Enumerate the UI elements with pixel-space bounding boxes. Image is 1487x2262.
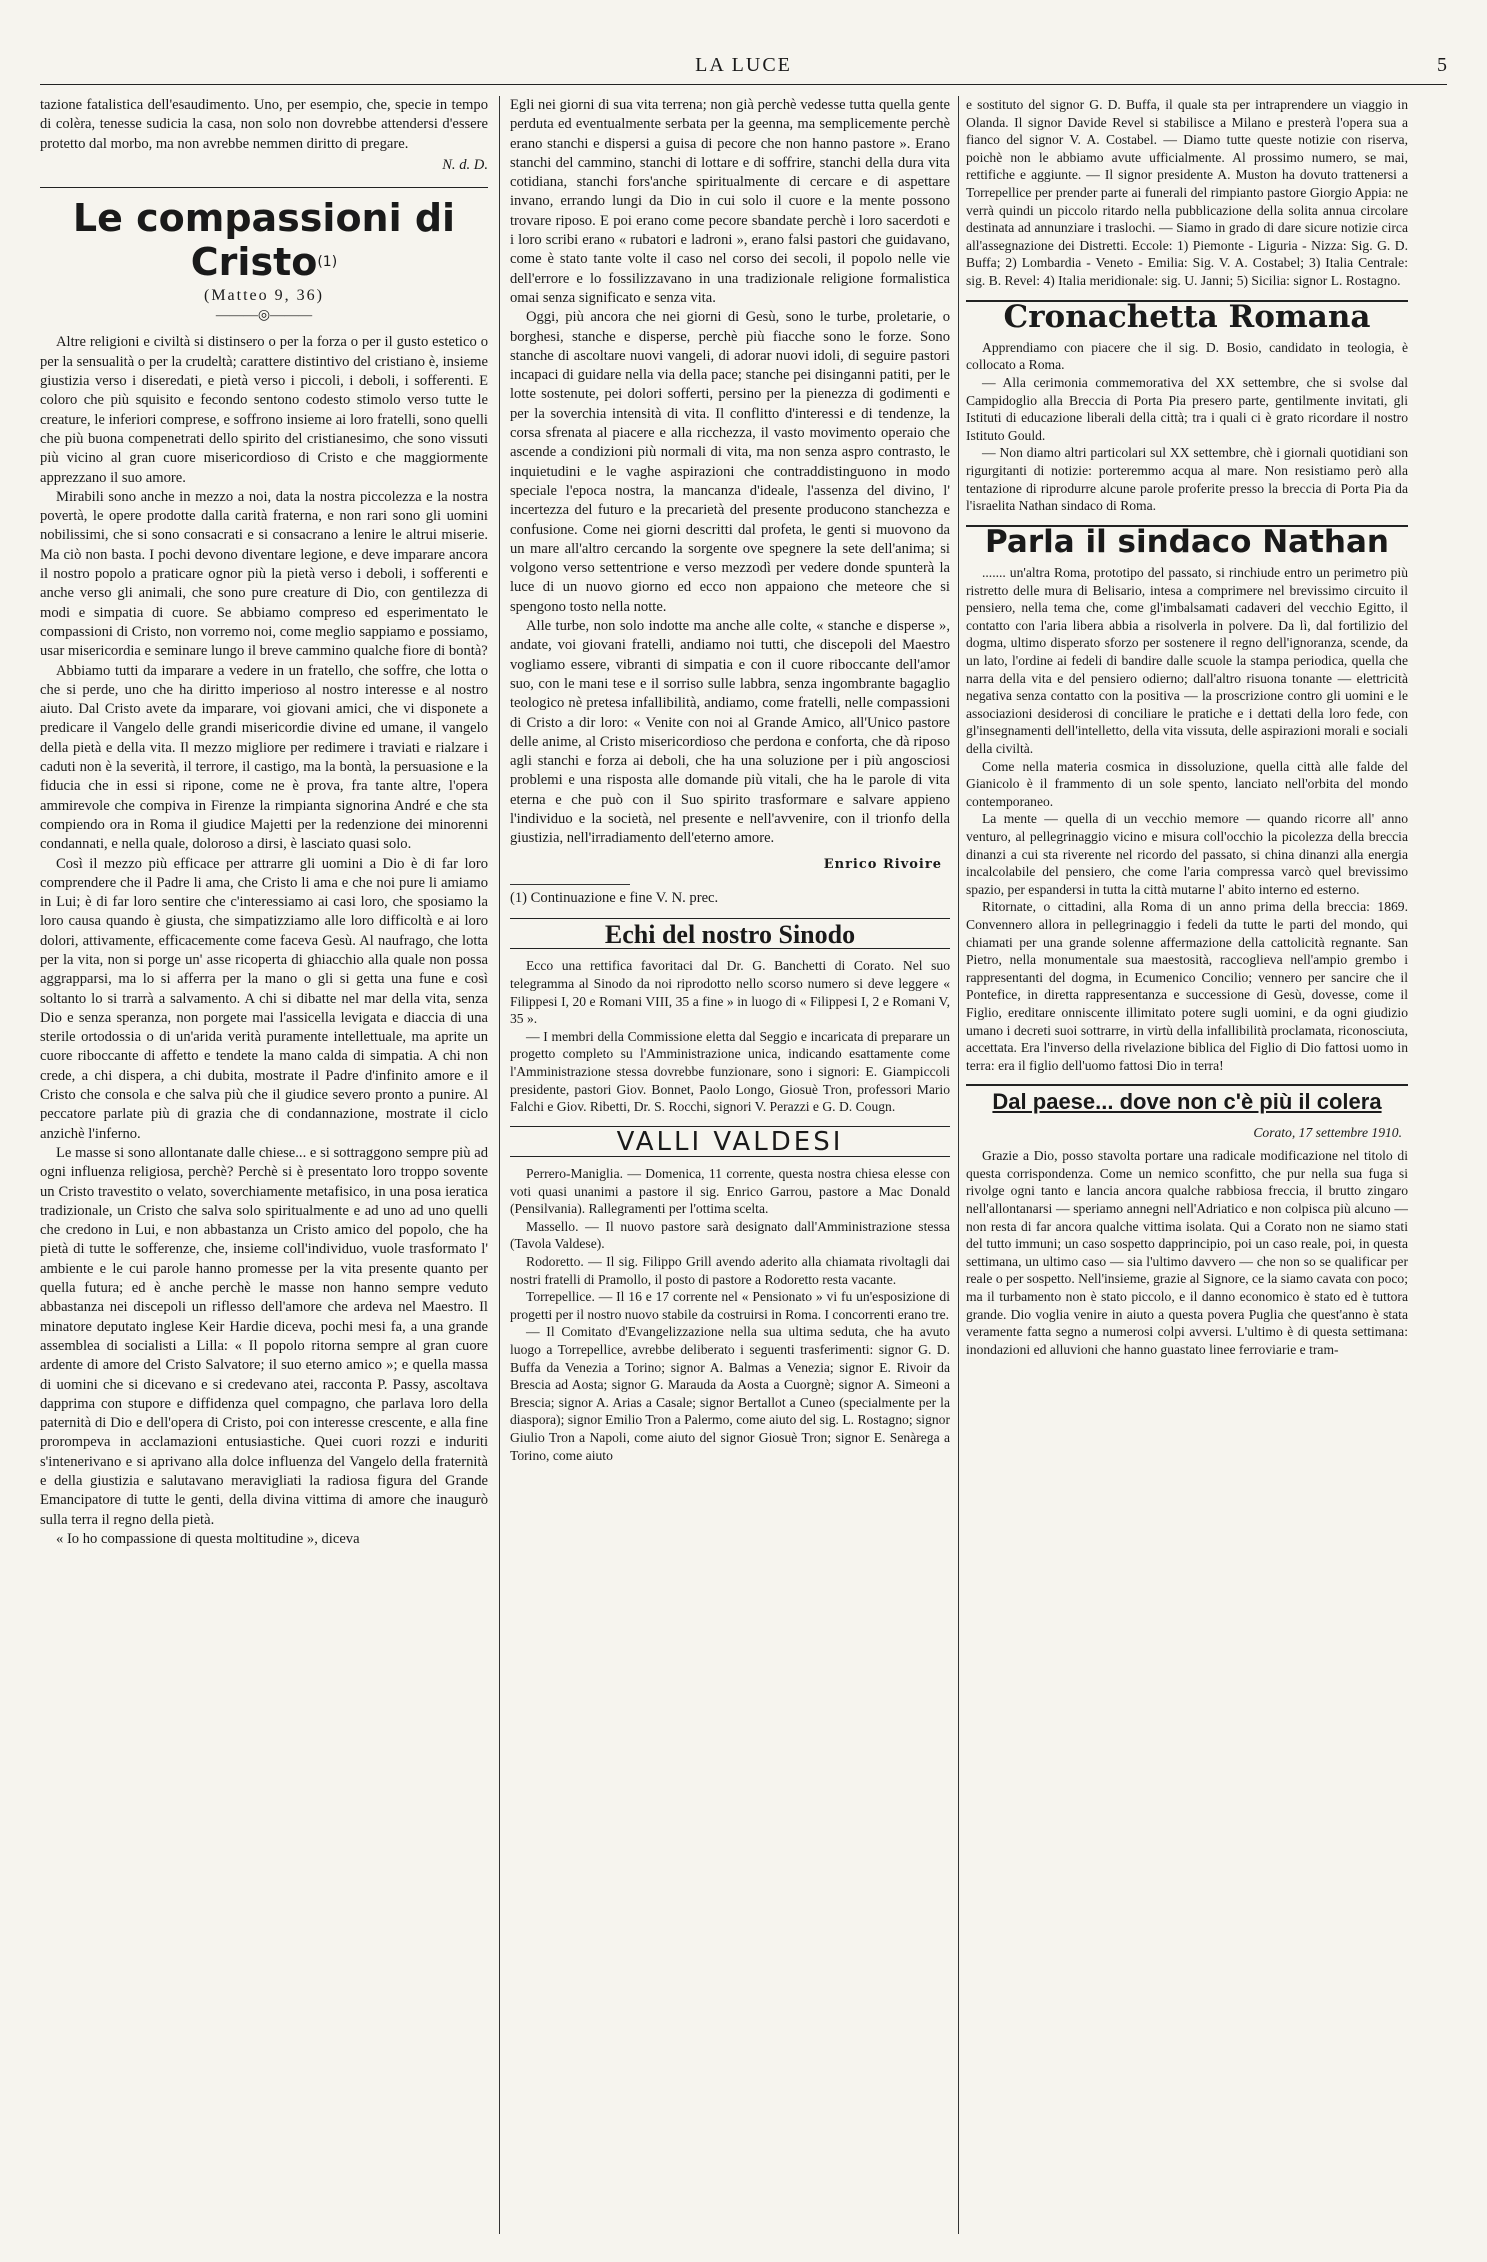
article-title-text: Le compassioni di Cristo — [72, 196, 456, 285]
article-signature: Enrico Rivoire — [823, 856, 942, 872]
section-title-nathan: Parla il sindaco Nathan — [966, 525, 1408, 556]
article-paragraph: Abbiamo tutti da imparare a vedere in un fratello, che soffre, che lotta o che si perde, uno che ha diritto imperioso al nostro interesse e al nostro aiuto. Dal Cristo avete da imparare, voi giovani amici, che vi disponete a predicare il Vangelo delle grandi misericordie divine ed umane, il vangelo della pietà e della vita. Il mezzo migliore per redimere i traviati e rialzare i caduti non è la severità, il terrore, il castigo, ma la bontà, la persuasione e la fiducia che in essi si ripone, come ne è prova, fra tante altre, l'opera ammirevole che compiva in Firenze la rimpianta signorina André e che sta compiendo ora in Roma il giudice Majetti per la redenzione dei minorenni condannati, e nella quale, doloroso a dirsi, è lasciato quasi solo. — [40, 662, 488, 853]
cronachetta-paragraph: — Non diamo altri particolari sul XX settembre, chè i giornali quotidiani son rigurgitanti di notizie: porteremmo acqua al mare. Non resistiamo però alla tentazione di riprodurre alcune parole proferite presso la breccia di Porta Pia da l'israelita Nathan sindaco di Roma. — [966, 445, 1408, 514]
valli-paragraph: — Il Comitato d'Evangelizzazione nella sua ultima seduta, che ha avuto luogo a Torrepellice, avrebbe deliberato i seguenti trasferimenti: signor G. D. Buffa da Venezia a Torino; signor A. Balmas a Venezia; signor E. Rivoir da Brescia ad Aosta; signor G. Marauda da Aosta a Cuorgnè; signor A. Simeoni a Brescia; signor A. Arias a Casale; signor Bertallot a Cuneo (specialmente per la diaspora); signor Emilio Tron a Palermo, come aiuto del sig. L. Rostagno; signor Giulio Tron a Napoli, come aiuto del signor Giosuè Tron; signor E. Senàrega a Torino, come aiuto — [510, 1324, 950, 1463]
valli-paragraph: Rodoretto. — Il sig. Filippo Grill avendo aderito alla chiamata rivoltagli dai nostri fratelli di Pramollo, il posto di pastore a Rodoretto resta vacante. — [510, 1254, 950, 1287]
nathan-paragraph: Ritornate, o cittadini, alla Roma di un anno prima della breccia: 1869. Convennero allora in pellegrinaggio i fedeli da tutte le parti del mondo, qui chiamati per una grande solenne affermazione della cattolicità regnante. San Pietro, nella monumentale sua maestosità, raccoglieva nell'ampio grembo i rappresentanti del dogma, in Ecumenico Concilio; vennero per sancire che il Pontefice, in diretta rappresentanza e successione di Gesù, dovesse, come il Figlio, ereditare onniscente illimitato potere sugli uomini, e da ogni giudizio umano i decreti suoi sottrarre, in virtù della infallibilità proclamata, riconosciuta, accettata. Era l'inverso della rivelazione biblica del Figlio di Dio fattosi uomo in terra: era il figlio dell'uomo fattosi Dio in terra! — [966, 899, 1408, 1073]
sinodo-paragraph: — I membri della Commissione eletta dal Seggio e incaricata di preparare un progetto completo su l'Amministrazione unica, indicando esattamente come l'Amministrazione stessa dovrebbe funzionare, sono i signori: E. Giampiccoli presidente, pastori Giov. Bonnet, Paolo Longo, Giosuè Tron, professori Mario Falchi e Giov. Ribetti, Dr. S. Rocchi, signori V. Perazzi e G. D. Cougn. — [510, 1028, 950, 1115]
column-rule — [958, 96, 959, 2234]
nathan-paragraph: La mente — quella di un vecchio memore — quando ricorre all' anno venturo, al pellegrinaggio vicino e misura coll'occhio la picolezza della breccia dinanzi a cui sta riverente nel ricordo del passato, si china dinanzi alla energia incalcolabile del pensiero, che come l'aria compressa varcò quel brevissimo spazio, per espandersi in tutta la città mutarne l' abito interno ed esterno. — [966, 811, 1408, 897]
cronachetta-paragraph: — Alla cerimonia commemorativa del XX settembre, che si svolse dal Campidoglio alla Breccia di Porta Pia presero parte, gentilmente invitati, gli Istituti di educazione liberali della città; tra i quali ci è grato ricordare il nostro Istituto Gould. — [966, 375, 1408, 443]
article-paragraph: Mirabili sono anche in mezzo a noi, data la nostra piccolezza e la nostra povertà, le opere prodotte dalla carità fraterna, e non rari sono gli uomini nobilissimi, che si sono consacrati e si consacrano a lenire le altrui miserie. Ma ciò non basta. I pochi devono diventare legione, e deve imparare ancora il nostro popolo a praticare ognor più la pietà verso i deboli, i sofferenti e anche verso gli animali, che sono pure creature di Dio, con gentilezza di modi e simpatia di cuore. Se abbiamo compreso ed esperimentato le compassioni di Cristo, non vorremo noi, come meglio sappiamo e possiamo, usar misericordia e seminare lungo il breve cammino qualche fiore di bontà? — [40, 488, 488, 660]
article-paragraph: Alle turbe, non solo indotte ma anche alle colte, « stanche e disperse », andate, voi giovani fratelli, andiamo noi tutti, che discepoli del Maestro vogliamo essere, vibranti di simpatia e con il cuore riboccante dell'amor suo, con le mani tese e il sorriso sulle labbra, senza ingombrante bagaglio teologico nè pretesa infallibilità, andiamo, come fratelli, nelle compassioni di Cristo a dir loro: « Venite con noi al Grande Amico, all'Unico pastore delle anime, al Cristo misericordioso che perdona e conforta, che dà riposo agli stanchi e forza ai deboli, che ha una soluzione per i più angosciosi problemi e una risposta alle domande più vitali, che ha le parole di vita eterna e che può con il Suo spirito trasformare e salvare appieno l'individuo e la società, nel presente e nell'avvenire, con il trionfo della giustizia, nell'irradiamento dell'eterno amore. — [510, 618, 950, 847]
article-paragraph: Oggi, più ancora che nei giorni di Gesù, sono le turbe, proletarie, o borghesi, stanche e disperse, perchè più fiacche sono le forze. Sono stanche di ascoltare nuovi vangeli, di adorar nuovi idoli, di seguire pastori incapaci di guidare nella via della pace; stanche pei disinganni patiti, per le lotte sostenute, pei dolori sofferti, persino per la pienezza di godimenti e per la soverchia intensità di vita. Il conflitto d'interessi e di tendenze, la corsa sfrenata al piacere e alla ricchezza, il vasto movimento operaio che ascende a condizioni più normali di vita, ma non senza aspro contrasto, le inquietudini e le vaghe aspirazioni che contraddistinguono in modo speciale l'epoca nostra, la mancanza d'ideale, l'assenza del divino, l' incertezza del futuro e la precarietà del presente producono stanchezza e confusione. Come nei giorni descritti dal profeta, le genti si muovono da un mare all'altro cercando la sorgente ove spegnere la sete dell'anima; si volgono verso settentrione e verso mezzodì per vedere donde spunterà la luce di un nuovo giorno ed ecco non appaiono che meteore che si spengono tosto nella notte. — [510, 309, 950, 615]
section-title-colera: Dal paese... dove non c'è più il colera — [966, 1084, 1408, 1115]
footnote-rule — [510, 884, 630, 885]
intro-paragraph: tazione fatalistica dell'esaudimento. Uno, per esempio, che, specie in tempo di colèra, tenesse sudicia la casa, non solo non dovrebbe attendersi d'essere protetto dal morbo, ma non avrebbe nemmen diritto di pregare. — [40, 97, 488, 152]
valli-paragraph: Massello. — Il nuovo pastore sarà designato dall'Amministrazione stessa (Tavola Valdese). — [510, 1218, 950, 1252]
dateline: Corato, 17 settembre 1910. — [1253, 1124, 1402, 1140]
column-2 — [510, 96, 950, 2234]
page-header — [40, 40, 1447, 85]
page-number: 5 — [1437, 54, 1447, 76]
section-title-valli: VALLI VALDESI — [510, 1126, 950, 1157]
footnote-marker: (1) — [317, 254, 338, 271]
column-1 — [40, 96, 488, 2234]
section-title-cronachetta: Cronachetta Romana — [966, 300, 1408, 331]
article-paragraph: « Io ho compassione di questa moltitudine », diceva — [56, 1530, 360, 1547]
section-title-sinodo: Echi del nostro Sinodo — [510, 918, 950, 949]
column-3 — [966, 96, 1408, 2234]
footnote: (1) Continuazione e fine V. N. prec. — [510, 889, 719, 906]
colera-paragraph: Grazie a Dio, posso stavolta portare una radicale modificazione nel titolo di questa corrispondenza. Come un nemico sconfitto, che pur nella sua fuga si rivolge ogni tanto e lancia ancora qualche rabbiosa freccia, il brutto zingaro nell'allontanarsi — speriamo annegni nell'Adriatico e non colpisca più alcuno — non resta di far ancora qualche vittima isolata. Qui a Corato non ne siamo stati del tutto immuni; un caso sospetto dapprincipio, poi un caso reale, poi, in questa settimana, un ultimo caso — sia l'ultimo davvero — che non so se qualificar per reale o per sospetto. Nell'insieme, grazie al Signore, ce la siamo cavata con poco; ma il turbamento non è stato piccolo, e il danno economico è stato ed è tuttora grande. Dio voglia venire in aiuto a questa povera Puglia che quest'anno è stata veramente fatta segno a numerosi colpi avversi. L'ultimo è di questa settimana: inondazioni ed alluvioni che hanno guastato linee ferroviarie e tram- — [966, 1148, 1408, 1357]
masthead: LA LUCE — [695, 54, 792, 76]
article-subtitle: (Matteo 9, 36) — [204, 287, 324, 305]
article-title — [40, 187, 488, 284]
valli-continuation: e sostituto del signor G. D. Buffa, il quale sta per intraprendere un viaggio in Olanda. Il signor Davide Revel si stabilisce a Milano e presterà l'opera sua a fianco del signor V. A. Costabel. — Diamo tutte queste notizie con riserva, poichè non le abbiamo avute ufficialmente. Al prossimo numero, se mai, rettifiche e aggiunte. — Il signor presidente A. Muston ha dovuto trattenersi a Torrepellice per prender parte ai funerali del rimpianto pastore Giorgio Appia: ne verrà quindi un piccolo ritardo nella pubblicazione della solita annua circolare destinata ad annunziare i traslochi. — Siamo in grado di dare sicure notizie circa all'assegnazione dei Distretti. Eccole: 1) Piemonte - Liguria - Nizza: Sig. G. D. Buffa; 2) Lombardia - Veneto - Emilia: Sig. V. A. Costabel; 3) Italia Centrale: sig. B. Revel: 4) Italia meridionale: sig. U. Janni; 5) Sicilia: signor L. Rostagno. — [966, 97, 1408, 288]
article-paragraph: Egli nei giorni di sua vita terrena; non già perchè vedesse tutta quella gente perduta ed eventualmente serbata per la geenna, ma semplicemente perchè erano stanchi e dispersi a guisa di pecore che non hanno pastore ». Erano stanchi del cammino, stanchi di lottare e di soffrire, stanchi della dura vita cotidiana, stanchi fors'anche spiritualmente di cercare e di aspettare invano, errando lungi da Dio in cui solo il cuore e la mente possono trovare riposo. E poi erano come pecore sbandate perchè i loro sacerdoti e i loro scribi erano « rubatori e ladroni », erano falsi pastori che guidavano, come è stato tante volte il caso nel corso dei secoli, il popolo nelle vie dell'errore e lo fossilizzavano in una tradizionale religione formalistica omai senza significato e senza vita. — [510, 97, 950, 306]
intro-signature: N. d. D. — [442, 156, 488, 173]
article-paragraph: Altre religioni e civiltà si distinsero o per la forza o per il gusto estetico o per la sensualità o per la crudeltà; carattere distintivo del cristiano è, insieme giustizia verso i diseredati, e pietà verso i piccoli, i deboli, i sofferenti. E coloro che più squisito e fecondo sentono codesto stimolo verso tutte le creature, le inferiori comprese, e soffrono insieme ai loro fratelli, sono quelli che più buona compenetrati dello spirito del cristianesimo, che sono vissuti più vicino al gran cuore misericordioso di Cristo e che maggiormente apprezzano il suo amore. — [40, 334, 488, 486]
column-rule — [499, 96, 500, 2234]
article-paragraph: Le masse si sono allontanate dalle chiese... e si sottraggono sempre più ad ogni influenza religiosa, perchè? Perchè si è presentato loro troppo sovente un Cristo travestito o velato, soverchiamente metafisico, in una posa ieratica tradizionale, un Cristo che salva solo spiritualmente e ad uno ad uno quelli che credono in Lui, e non abbastanza un Cristo amico del popolo, che ha pietà di tutte le sofferenze, che, insieme coll'individuo, vuole trasformato l' ambiente e le cui parole hanno promesse per la vita presente quanto per quella futura; ed è anche perchè le masse non hanno sempre veduto abbastanza nei discepoli un riflesso dell'amore che ardeva nel Maestro. Il minatore deputato inglese Keir Hardie diceva, pochi mesi fa, a una grande assemblea di socialisti a Lilla: « Il popolo ritorna sempre al gran cuore ardente di amore del Cristo Salvatore; il suo eterno amico »; e quella massa di uomini che si dicevano e si credevano atei, racconta P. Passy, ascoltava dapprima con stupore e diffidenza quel compagno, che parlava loro della paternità di Dio e dell'opera di Cristo, poi con interesse crescente, e alla fine prorompeva in acclamazioni entusiastiche. Quei cuori rozzi e induriti s'intenerivano e si aprivano alla dolce influenza del Vangelo della fraternità e della giustizia e salutavano meravigliati la radiosa figura del Grande Emancipatore di tutte le genti, della divina vittima di amore che inaugurò sulla terra il regno della pietà. — [40, 1144, 488, 1528]
cronachetta-paragraph: Apprendiamo con piacere che il sig. D. Bosio, candidato in teologia, è collocato a Roma. — [966, 339, 1408, 373]
nathan-paragraph: ....... un'altra Roma, prototipo del passato, si rinchiude entro un perimetro più ristretto delle mura di Belisario, intesa a comprimere nel brevissimo circuito il pensiero, nella tema che, come gl'imbalsamati cadaveri del vecchio Egitto, il contatto con l'aria libera abbia a risolverla in polvere. Da lì, dal fortilizio del dogma, ultimo disperato sforzo per sostenere il regno dell'ignoranza, scende, da un lato, l'ordine ai fedeli di bandire dalle scuole la stampa periodica, quella che narra della vita e del pensiero odierno; dall'altro risuona tonante — elettricità negativa senza contatto con la positiva — la proscrizione contro gli uomini e le associazioni desiderosi di conciliare le pratiche e i dettati della loro fede, con gl'insegnamenti dell'intelletto, della vita vissuta, delle aspirazioni morali e sociali della civiltà. — [966, 565, 1408, 756]
nathan-paragraph: Come nella materia cosmica in dissoluzione, quella città alle falde del Gianicolo è il frammento di un sole spento, lanciato nell'orbita del mondo contemporaneo. — [966, 758, 1408, 809]
valli-paragraph: Torrepellice. — Il 16 e 17 corrente nel « Pensionato » vi fu un'esposizione di progetti per il nostro nuovo stabile da costruirsi in Roma. I concorrenti erano tre. — [510, 1289, 950, 1322]
sinodo-paragraph: Ecco una rettifica favoritaci dal Dr. G. Banchetti di Corato. Nel suo telegramma al Sinodo da noi riprodotto nello scorso numero si deve leggere « Filippesi I, 20 e Romani VIII, 35 a fine » in luogo di « Filippesi I, 2 e Romani V, 35 ». — [510, 958, 950, 1027]
valli-paragraph: Perrero-Maniglia. — Domenica, 11 corrente, questa nostra chiesa elesse con voti quasi unanimi a pastore il sig. Enrico Garrou, pastore a Mac Donald (Pensilvania). Rallegramenti per l'ottima scelta. — [510, 1166, 950, 1217]
ornament-divider: ———◎——— — [215, 308, 313, 324]
article-paragraph: Così il mezzo più efficace per attrarre gli uomini a Dio è di far loro comprendere che il Padre li ama, che Cristo li ama e che noi pure li amiamo in Lui; è di far loro sentire che c'interessiamo ai casi loro, che sposiamo la loro causa quando è giusta, che simpatizziamo alle loro difficoltà e ai loro dolori, attivamente, efficacemente come faceva Gesù. Al naufrago, che lotta per la vita, non si porge un' asse ricoperta di ghiacchio alla quale non possa aggrapparsi, ma lo si afferra per la mano o gli si getta una fune e così soltanto lo si trarrà a salvamento. A chi si dibatte nel mar della vita, senza Dio e senza speranza, non porgete mai l'assicella levigata e diaccia di una sterile ortodossia o di un'arida verità puramente intellettuale, ma aprite un cuore riboccante di affetto e tendete la mano calda di simpatia. A chi non crede, a chi dispera, a chi dubita, mostrate il Padre d'infinito amore e il Cristo che consola e che salva più che il giudice severo pronto a punire. Al peccatore parlate più di grazia che di condannazione, mostrate il ciclo anzichè l'inferno. — [40, 855, 488, 1142]
